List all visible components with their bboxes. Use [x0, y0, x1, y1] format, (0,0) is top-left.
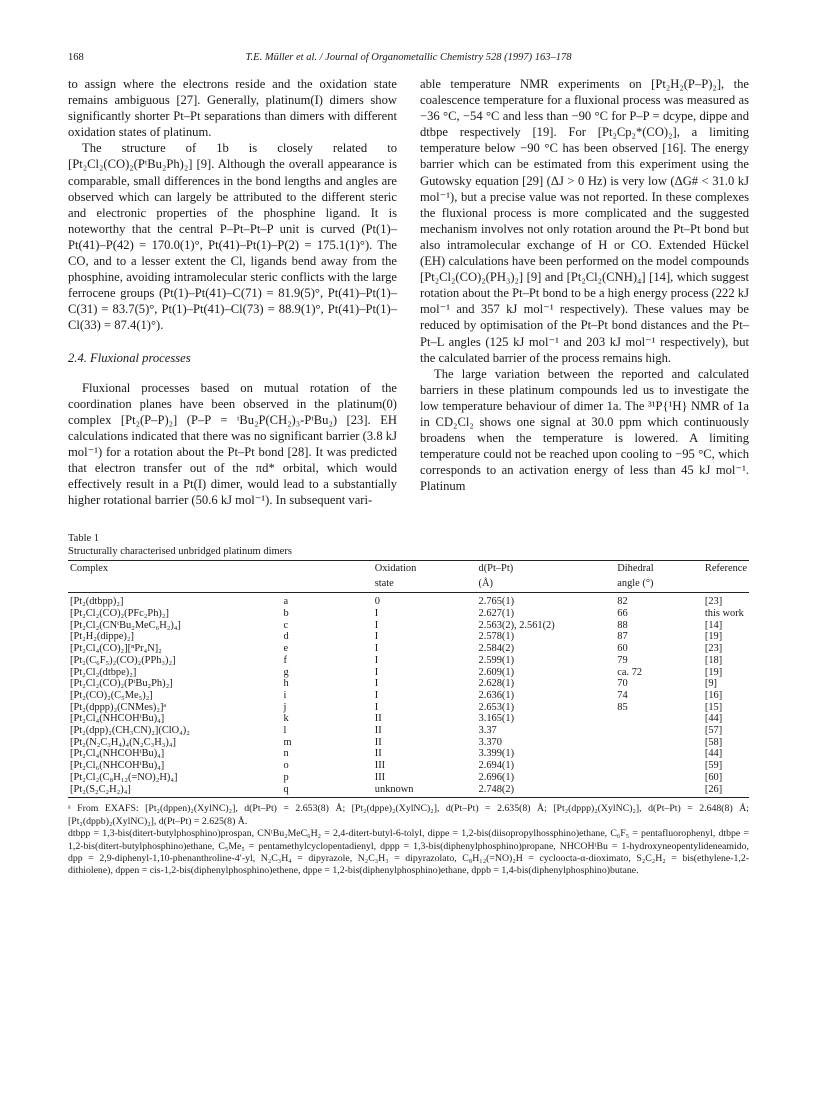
cell-label: m — [283, 736, 292, 748]
cell-complex: [Pt₂(dtbpp)₂] — [70, 596, 124, 608]
table-row — [68, 725, 749, 737]
cell-dihedral — [615, 725, 703, 737]
cell-distance: 2.696(1) — [478, 771, 515, 783]
cell-distance: 2.765(1) — [478, 596, 515, 608]
cell-label: i — [283, 689, 287, 701]
cell-label: f — [283, 654, 287, 666]
cell-reference: [19] — [704, 631, 723, 643]
table-row — [68, 690, 749, 702]
cell-label: d — [283, 631, 289, 643]
body-columns — [68, 76, 749, 508]
cell-distance: 2.628(1) — [478, 678, 515, 690]
left-paragraph-1: to assign where the electrons reside and the oxidation state remains ambiguous [27]. Generally, platinum(I) dimers show significantly shorter Pt–Pt separations than dimers with different oxidation states of platinum. — [68, 77, 397, 140]
cell-distance: 2.653(1) — [478, 701, 515, 713]
left-column — [68, 76, 397, 508]
right-column — [420, 76, 749, 508]
table-row — [68, 737, 749, 749]
cell-oxidation: I — [374, 666, 379, 678]
cell-reference: [18] — [704, 654, 723, 666]
cell-oxidation: I — [374, 654, 379, 666]
cell-dihedral: 79 — [617, 654, 628, 666]
header-oxidation: Oxidation — [373, 561, 477, 577]
table-row — [68, 593, 749, 608]
cell-label: a — [283, 596, 289, 608]
cell-distance: 2.599(1) — [478, 654, 515, 666]
cell-oxidation: I — [374, 619, 379, 631]
cell-complex: [Pt₂Cl₆(NHCOHᵗBu)₄] — [70, 760, 165, 772]
cell-reference: [59] — [704, 760, 723, 772]
cell-oxidation: I — [374, 701, 379, 713]
table-row — [68, 655, 749, 667]
table-row — [68, 620, 749, 632]
header-oxidation-line2: state — [373, 576, 477, 593]
table-row — [68, 608, 749, 620]
table-row — [68, 702, 749, 714]
cell-dihedral — [615, 748, 703, 760]
header-reference: Reference — [703, 561, 749, 577]
cell-dihedral: 82 — [617, 596, 628, 608]
cell-reference: [60] — [704, 771, 723, 783]
header-dihedral: Dihedral — [615, 561, 703, 577]
cell-dihedral — [615, 737, 703, 749]
cell-label: c — [283, 619, 289, 631]
cell-label: k — [283, 713, 289, 725]
cell-label: e — [283, 643, 289, 655]
cell-oxidation: II — [374, 736, 382, 748]
cell-complex: [Pt₂(dppp)₂(CNMes)₂]ᵃ — [70, 701, 167, 713]
cell-dihedral: 60 — [617, 643, 628, 655]
cell-oxidation: III — [374, 771, 386, 783]
cell-distance: 2.563(2), 2.561(2) — [478, 619, 555, 631]
cell-dihedral: 66 — [617, 608, 628, 620]
cell-distance: 2.584(2) — [478, 643, 515, 655]
header-distance-line2: (Å) — [477, 576, 616, 593]
cell-reference: [15] — [704, 701, 723, 713]
cell-complex: [Pt₂Cl₄(NHCOHᵗBu)₄] — [70, 748, 165, 760]
cell-dihedral — [615, 784, 703, 798]
cell-oxidation: I — [374, 631, 379, 643]
cell-oxidation: unknown — [373, 784, 477, 798]
cell-reference: [9] — [704, 678, 718, 690]
cell-dihedral — [615, 760, 703, 772]
table-row — [68, 784, 749, 798]
table-row — [68, 643, 749, 655]
header-dihedral-line2: angle (°) — [615, 576, 703, 593]
footnote-exafs: ᵃ From EXAFS: [Pt₂(dppen)₂(XylNC)₂], d(Pt–Pt) = 2.653(8) Å; [Pt₂(dppe)₂(XylNC)₂], d(Pt–Pt) = 2.635(8) Å; [Pt₂(dppp)₂(XylNC)₂], d(Pt–Pt) = 2.648(8) Å; [Pt₂(dppb)₂(XylNC)₂], d(Pt–Pt) = 2.625(8) Å. — [68, 803, 749, 827]
header-distance: d(Pt–Pt) — [477, 561, 616, 577]
right-paragraph-1: able temperature NMR experiments on [Pt₂H₂(P–P)₂], the coalescence temperature for a fluxional process was measured as −36 °C, −54 °C and less than −90 °C for P–P = dcype, dippe and dtbpe respectively [19]. For [Pt₂Cp₂*(CO)₂], a limiting temperature below −90 °C has been observed [16]. The energy barrier which can be estimated from this experiment using the Gutowsky equation [29] (ΔJ > 0 Hz) is very low (ΔG# < 31.0 kJ mol⁻¹), but a precise value was not reported. In these complexes the fluxional process is more complicated and the suggested mechanism involves not only rotation around the Pt–Pt bond but also intramolecular exchange of H or CO. Extended Hückel (EH) calculations have been performed on the model compounds [Pt₂Cl₂(CO)₂(PH₃)₂] [9] and [Pt₂Cl₂(CNH)₄] [14], which suggest rotation about the Pt–Pt bond to be a high energy process (222 kJ mol⁻¹ and 357 kJ mol⁻¹ respectively). These values may be reduced by optimisation of the Pt–Pt bond distances and the Pt–Pt–L angles (125 kJ mol⁻¹ and 203 kJ mol⁻¹ respectively), but the calculated barrier of the process remains high. — [420, 77, 749, 365]
cell-reference: this work — [704, 608, 744, 620]
cell-complex: [Pt₂Cl₂(CO)₂(PᵗBu₂Ph)₂] — [70, 678, 173, 690]
cell-label: p — [283, 771, 289, 783]
running-header — [68, 52, 749, 70]
cell-complex: [Pt₂Cl₂(C₈H₁₂(=NO)₂H)₄] — [70, 771, 178, 783]
cell-reference: [19] — [704, 666, 723, 678]
table-row — [68, 678, 749, 690]
cell-label: q — [282, 784, 373, 798]
table-row — [68, 760, 749, 772]
cell-reference: [44] — [704, 748, 723, 760]
table-row — [68, 772, 749, 784]
cell-label: n — [283, 748, 289, 760]
table-row — [68, 748, 749, 760]
cell-reference: [23] — [704, 643, 723, 655]
cell-dihedral: 74 — [617, 689, 628, 701]
table-label: Table 1 — [68, 533, 100, 545]
table-row — [68, 667, 749, 679]
cell-reference: [57] — [704, 725, 723, 737]
cell-label: h — [283, 678, 289, 690]
cell-reference: [16] — [704, 689, 723, 701]
cell-label: j — [283, 701, 287, 713]
section-heading: 2.4. Fluxional processes — [68, 350, 191, 365]
table-row — [68, 713, 749, 725]
table-title: Structurally characterised unbridged platinum dimers — [68, 546, 292, 558]
cell-complex: [Pt₂(CO)₂(C₅Me₅)₂] — [70, 689, 153, 701]
cell-oxidation: I — [374, 643, 379, 655]
journal-page — [68, 52, 749, 878]
cell-distance: 3.370 — [478, 736, 502, 748]
cell-reference: [44] — [704, 713, 723, 725]
cell-label: g — [283, 666, 289, 678]
left-paragraph-3: Fluxional processes based on mutual rotation of the coordination planes have been observed in the platinum(0) complex [Pt₂(P–P)₂] (P–P = ᵗBu₂P(CH₂)₃-PᵗBu₂) [23]. EH calculations indicated that there was no significant barrier (3.8 kJ mol⁻¹) for a rotation about the Pt–Pt bond [28]. It was predicted that electron transfer out of the πd* orbital, which would effectively result in a Pt(I) dimer, would lead to a substantially higher rotational barrier (50.6 kJ mol⁻¹). In subsequent vari- — [68, 380, 397, 508]
cell-complex: [Pt₂(C₆F₅)₂(CO)₂(PPh₃)₂] — [70, 654, 176, 666]
cell-oxidation: II — [374, 748, 382, 760]
table-caption — [68, 532, 749, 558]
cell-complex: [Pt₂H₂(dippe)₂] — [70, 631, 134, 643]
page-number: 168 — [68, 52, 84, 63]
cell-distance: 2.609(1) — [478, 666, 515, 678]
header-complex: Complex — [68, 561, 282, 577]
cell-oxidation: III — [374, 760, 386, 772]
cell-label: l — [283, 725, 287, 737]
cell-complex: [Pt₂Cl₂(CNᵗBu₂MeC₆H₂)₄] — [70, 619, 181, 631]
cell-reference: [58] — [704, 736, 723, 748]
cell-complex: [Pt₂(S₂C₂H₂)₄] — [68, 784, 282, 798]
cell-complex: [Pt₂(N₂C₃H₄)₄(N₂C₃H₃)₄] — [70, 736, 176, 748]
cell-distance: 2.627(1) — [478, 608, 515, 620]
table-footnotes — [68, 803, 749, 877]
cell-oxidation: II — [374, 713, 382, 725]
platinum-dimers-table — [68, 560, 749, 798]
cell-oxidation: I — [374, 608, 379, 620]
cell-oxidation: I — [374, 689, 379, 701]
cell-dihedral: 87 — [617, 631, 628, 643]
cell-distance: 3.37 — [478, 725, 497, 737]
cell-oxidation: 0 — [374, 596, 380, 608]
cell-distance: 2.578(1) — [478, 631, 515, 643]
table-row — [68, 631, 749, 643]
cell-complex: [Pt₂Cl₄(NHCOHᵗBu)₄] — [70, 713, 165, 725]
cell-dihedral: ca. 72 — [617, 666, 643, 678]
cell-distance: 2.636(1) — [478, 689, 515, 701]
cell-reference: [23] — [704, 596, 723, 608]
cell-dihedral: 88 — [617, 619, 628, 631]
cell-reference: [14] — [704, 619, 723, 631]
cell-label: b — [283, 608, 289, 620]
cell-dihedral — [615, 772, 703, 784]
cell-distance: 3.165(1) — [478, 713, 515, 725]
cell-dihedral: 85 — [617, 701, 628, 713]
running-title: T.E. Müller et al. / Journal of Organometallic Chemistry 528 (1997) 163–178 — [245, 52, 572, 63]
cell-dihedral — [615, 713, 703, 725]
cell-label: o — [283, 760, 289, 772]
cell-complex: [Pt₂Cl₂(dtbpe)₂] — [70, 666, 137, 678]
cell-distance: 2.748(2) — [477, 784, 616, 798]
cell-dihedral: 70 — [617, 678, 628, 690]
cell-distance: 3.399(1) — [478, 748, 515, 760]
cell-oxidation: I — [374, 678, 379, 690]
cell-oxidation: II — [374, 725, 382, 737]
cell-complex: [Pt₂Cl₄(CO)₂][ⁿPr₄N]₂ — [70, 643, 162, 655]
right-paragraph-2: The large variation between the reported and calculated barriers in these platinum compounds led us to investigate the low temperature behaviour of dimer 1a. The ³¹P{¹H} NMR of 1a in CD₂Cl₂ shows one signal at 30.0 ppm which continuously broadens when the temperature is lowered. A limiting temperature could not be reached upon cooling to −95 °C, which corresponds to an activation energy of less than 45 kJ mol⁻¹. Platinum — [420, 366, 749, 494]
footnote-abbreviations: dtbpp = 1,3-bis(ditert-butylphosphino)prospan, CNᵗBu₂MeC₆H₂ = 2,4-ditert-butyl-6-tolyl, dippe = 1,2-bis(diisopropylhossphino)ethane, C₆F₅ = pentafluorophenyl, dtbpe = 1,2-bis(ditert-butylphosphino)ethane, C₅Me₅ = pentamethylcyclopentadienyl, dppp = 1,3-bis(diphenylphosphino)propane, NHCOHᵗBu = 1-hydroxyneopentylideneamido, dpp = 2,9-diphenyl-1,10-phenanthroline-4′-yl, N₂C₃H₄ = dipyrazole, N₂C₃H₃ = dipyrazolato, C₈H₁₂(=NO)₂H = cycloocta-α-dioximato, S₂C₂H₂ = bis(ethylene-1,2-dithiolene), dppen = cis-1,2-bis(diphenylphosphino)ethene, dppe = 1,2-bis(diphenylphosphino)ethane, dppb = 1,4-bis(diphenylphosphino)butane. — [68, 828, 749, 877]
cell-complex: [Pt₂(dpp)₂(CH₃CN)₂](ClO₄)₂ — [70, 725, 190, 737]
left-paragraph-2: The structure of 1b is closely related to [Pt₂Cl₂(CO)₂(PᵗBu₂Ph)₂] [9]. Although the overall appearance is comparable, small differences in the bond lengths and angles are observed which can largely be attributed to the different steric and electronic properties of the phosphine ligand. It is noteworthy that the central P–Pt–Pt–P unit is curved (Pt(1)–Pt(41)–P(42) = 170.0(1)°, Pt(41)–Pt(1)–P(2) = 175.1(1)°). The CO, and to a lesser extent the Cl, ligands bend away from the phosphine, avoiding intramolecular steric conflicts with the large ferrocene groups (Pt(1)–Pt(41)–C(71) = 81.9(5)°, Pt(41)–Pt(1)–C(31) = 83.7(5)°, Pt(1)–Pt(41)–Cl(73) = 88.9(1)°, Pt(41)–Pt(1)–Cl(33) = 87.4(1)°). — [68, 141, 397, 333]
cell-distance: 2.694(1) — [478, 760, 515, 772]
cell-reference: [26] — [703, 784, 749, 798]
cell-complex: [Pt₂Cl₂(CO)₂(PFc₂Ph)₂] — [70, 608, 169, 620]
